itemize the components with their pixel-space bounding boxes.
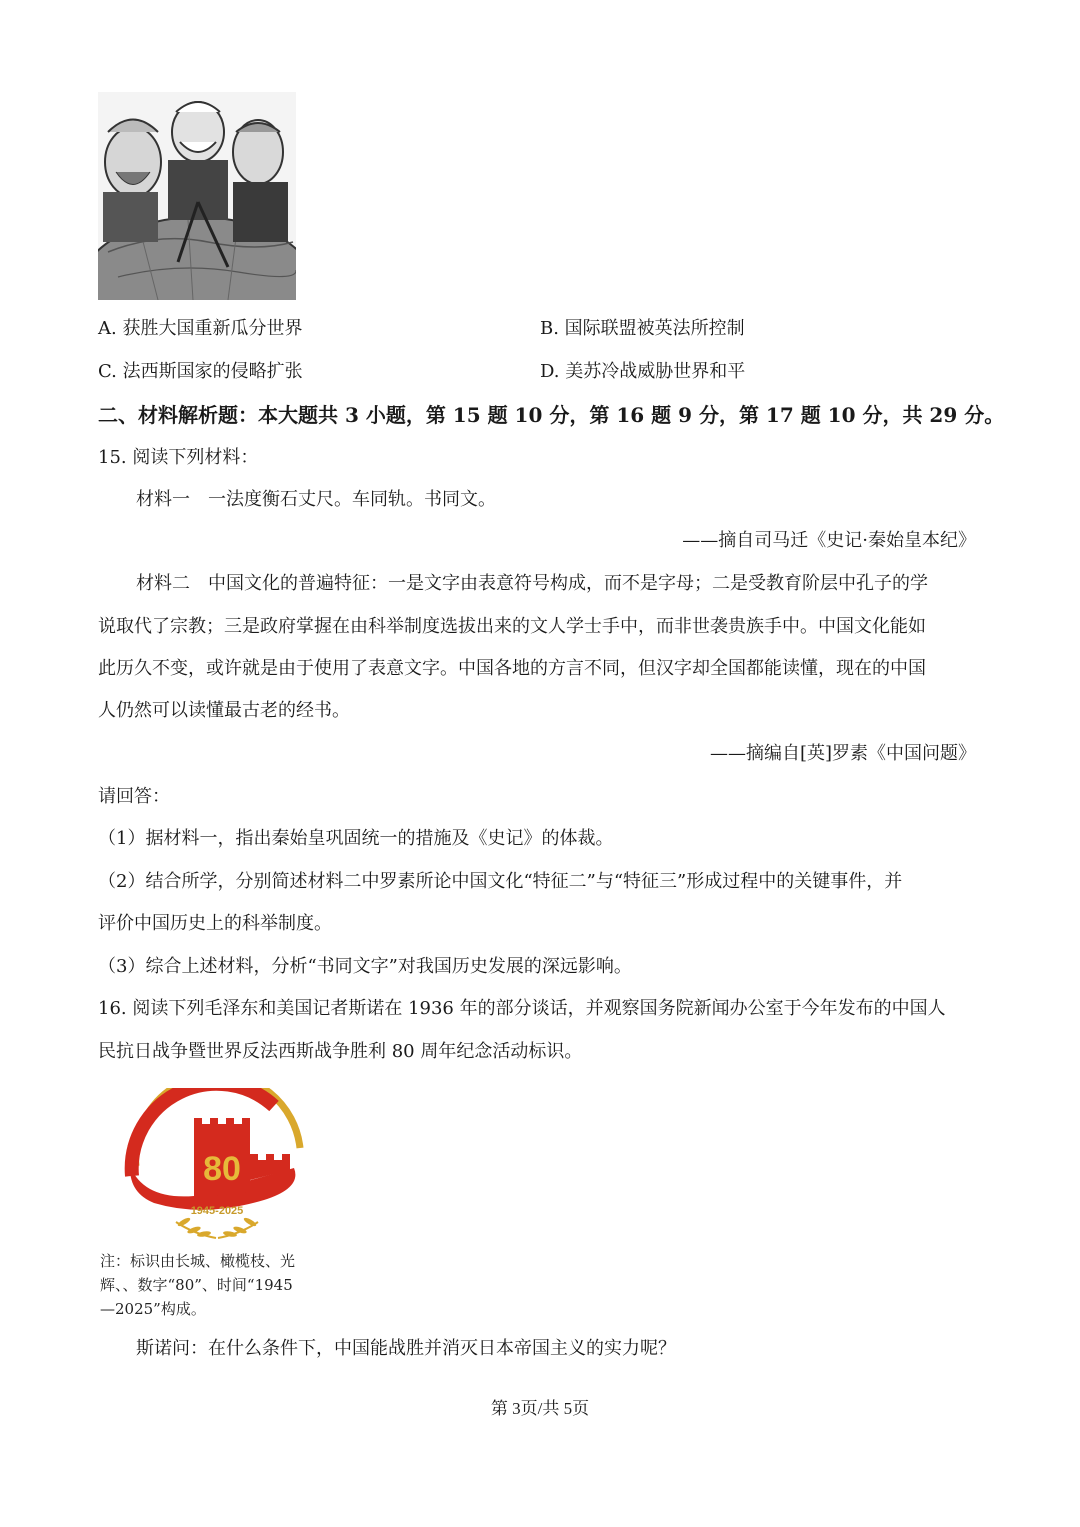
q15-subquestion-3: （3）综合上述材料，分析“书同文字”对我国历史发展的深远影响。 <box>98 956 632 977</box>
logo-number: 80 <box>203 1150 241 1188</box>
snow-question: 斯诺问：在什么条件下，中国能战胜并消灭日本帝国主义的实力呢？ <box>136 1338 676 1359</box>
q15-material-1-source: ——摘自司马迁《史记·秦始皇本纪》 <box>682 530 976 551</box>
q15-material-2-line: 此历久不变，或许就是由于使用了表意文字。中国各地的方言不同，但汉字却全国都能读懂，现在的中国 <box>98 658 926 679</box>
logo-note-line: 注：标识由长城、橄榄枝、光 <box>100 1252 296 1270</box>
cartoon-image <box>98 92 296 300</box>
option-c: C. 法西斯国家的侵略扩张 <box>98 361 303 382</box>
q16-intro: 16. 阅读下列毛泽东和美国记者斯诺在 1936 年的部分谈话，并观察国务院新闻办公室于今年发布的中国人 <box>98 998 946 1019</box>
logo-years: 1945-2025 <box>190 1205 244 1217</box>
q15-material-2-source: ——摘编自[英]罗素《中国问题》 <box>709 743 976 764</box>
q15-subquestion-1: （1）据材料一，指出秦始皇巩固统一的措施及《史记》的体裁。 <box>98 828 614 849</box>
option-b: B. 国际联盟被英法所控制 <box>540 318 745 339</box>
option-a: A. 获胜大国重新瓜分世界 <box>98 318 303 339</box>
q15-ask: 请回答： <box>98 786 170 807</box>
q16-intro-cont: 民抗日战争暨世界反法西斯战争胜利 80 周年纪念活动标识。 <box>98 1041 583 1062</box>
q15-material-2-line: 人仍然可以读懂最古老的经书。 <box>98 700 350 721</box>
q15-intro: 15. 阅读下列材料： <box>98 447 259 468</box>
anniversary-logo <box>124 1088 310 1246</box>
section-header: 二、材料解析题：本大题共 3 小题，第 15 题 10 分，第 16 题 9 分，第 17 题 10 分，共 29 分。 <box>98 403 1005 427</box>
option-d: D. 美苏冷战威胁世界和平 <box>540 361 746 382</box>
logo-note-line: —2025”构成。 <box>100 1300 206 1318</box>
q15-material-2-line: 说取代了宗教；三是政府掌握在由科举制度选拔出来的文人学士手中，而非世袭贵族手中。中国文化能如 <box>98 616 926 637</box>
logo-note-line: 辉、、数字“80”、时间“1945 <box>100 1276 293 1294</box>
page-footer: 第 3页/共 5页 <box>490 1399 590 1418</box>
q15-material-1: 材料一 一法度衡石丈尺。车同轨。书同文。 <box>136 489 496 510</box>
q15-material-2-line: 材料二 中国文化的普遍特征：一是文字由表意符号构成，而不是字母；二是受教育阶层中孔子的学 <box>136 573 928 594</box>
q15-subquestion-2-cont: 评价中国历史上的科举制度。 <box>98 913 332 934</box>
olive-branch-icon <box>176 1216 258 1238</box>
q15-subquestion-2: （2）结合所学，分别简述材料二中罗素所论中国文化“特征二”与“特征三”形成过程中的关键事件，并 <box>98 871 903 892</box>
